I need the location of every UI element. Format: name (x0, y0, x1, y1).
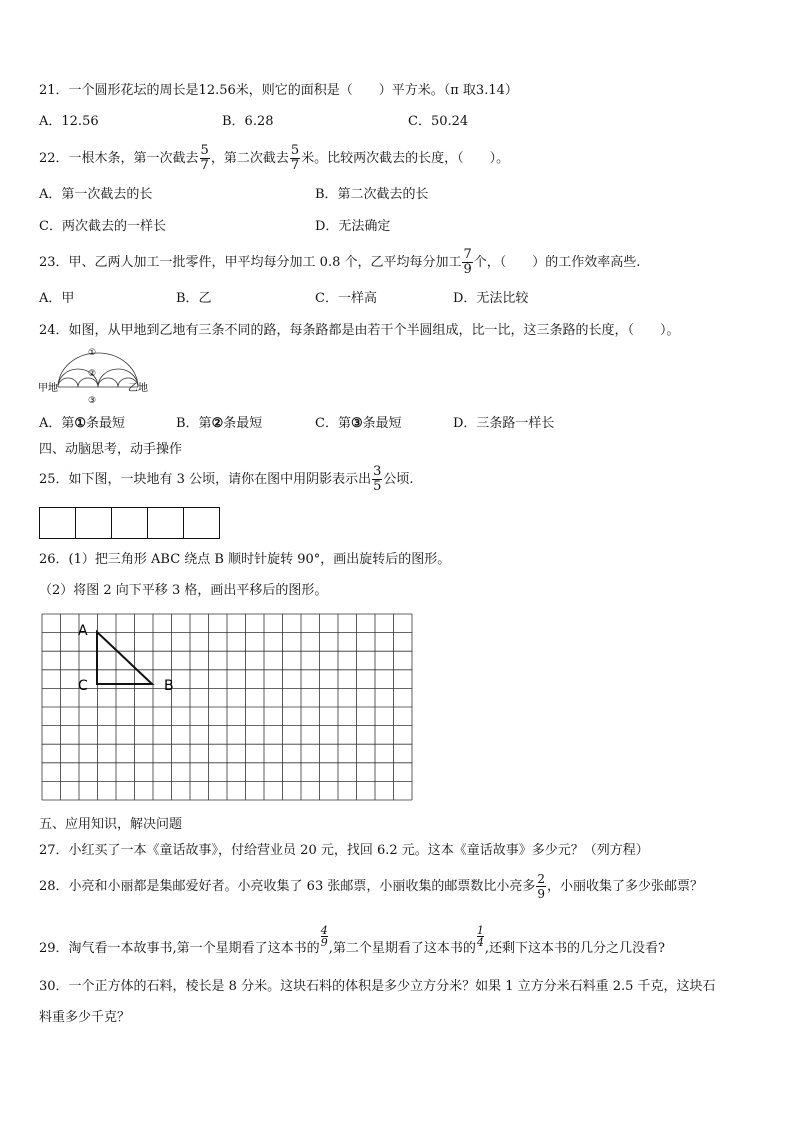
q25-stem (39, 465, 414, 495)
q22-option-d: D．无法确定 (315, 219, 391, 234)
q29-fraction-2-denominator: 4 (476, 936, 484, 949)
q24-label-route-2: ② (88, 369, 97, 379)
q25-land-cell[interactable] (75, 507, 111, 539)
q22-fraction-2-denominator: 7 (290, 158, 300, 173)
q29-fraction-2 (477, 925, 484, 948)
q25-land-cell[interactable] (183, 507, 220, 539)
q22-option-b: B．第二次截去的长 (315, 187, 429, 202)
q21-option-a: A．12.56 (39, 114, 99, 129)
q22-fraction-2 (290, 144, 300, 173)
q29-text-pre: 29．淘气看一本故事书,第一个星期看了这本书的 (39, 941, 320, 956)
q29-fraction-1 (321, 925, 328, 948)
q25-land-cell[interactable] (147, 507, 183, 539)
q23-option-b: B．乙 (176, 291, 212, 306)
q29-fraction-1-numerator: 4 (320, 924, 328, 937)
q28-text-post: ，小丽收集了多少张邮票？ (547, 879, 704, 894)
q23-option-a: A．甲 (39, 291, 75, 306)
q27-stem: 27．小红买了一本《童话故事》，付给营业员 20 元，找回 6.2 元。这本《童话故事》多少元？（列方程） (39, 843, 649, 858)
section-5-heading: 五、应用知识，解决问题 (39, 817, 183, 832)
q22-fraction-1-numerator: 5 (200, 143, 209, 158)
q28-fraction (536, 872, 546, 901)
q26-grid-figure (40, 612, 418, 806)
q22-option-a: A．第一次截去的长 (39, 187, 153, 202)
q22-text-mid: ，第二次截去 (210, 151, 289, 166)
q24-option-d: D．三条路一样长 (453, 416, 555, 431)
q26-triangle-abc (97, 632, 152, 684)
q21-option-c: C．50.24 (408, 114, 469, 129)
q24-option-c-pre: C．第 (315, 416, 351, 431)
q28-stem (39, 872, 703, 902)
q28-fraction-denominator: 9 (537, 887, 545, 901)
q29-text-post: ,还剩下这本书的几分之几没看? (484, 941, 665, 956)
q24-option-a (39, 415, 125, 433)
q24-route-3-arcs (58, 378, 138, 387)
q23-stem (39, 248, 640, 278)
q23-text-post: 个，（ ）的工作效率高些. (473, 255, 641, 270)
q24-route-1-arc (58, 353, 138, 387)
q30-stem-line-1: 30．一个正方体的石料，棱长是 8 分米。这块石料的体积是多少立方分米？如果 1 立方分米石料重 2.5 千克，这块石 (39, 979, 716, 994)
q28-fraction-numerator: 2 (537, 872, 545, 886)
q26-label-a: A (78, 623, 88, 639)
q24-option-b-pre: B．第 (176, 416, 212, 431)
q26-part-2: （2）将图 2 向下平移 3 格，画出平移后的图形。 (39, 583, 328, 598)
q24-option-b (176, 415, 262, 433)
q23-option-d: D．无法比较 (453, 291, 529, 306)
q22-stem (39, 144, 509, 174)
q24-option-c (315, 415, 402, 433)
q22-text-post: 米。比较两次截去的长度，（ ）。 (301, 151, 510, 166)
q22-option-c: C．两次截去的一样长 (39, 219, 166, 234)
q25-land-cell[interactable] (39, 507, 75, 539)
q25-text-post: 公顷. (383, 472, 414, 487)
q26-label-b: B (164, 678, 174, 694)
q29-text-mid: ,第二个星期看了这本书的 (328, 941, 476, 956)
q23-option-c: C．一样高 (315, 291, 377, 306)
section-4-heading: 四、动脑思考，动手操作 (39, 442, 183, 457)
q21-option-b: B．6.28 (222, 114, 274, 129)
q22-fraction-2-numerator: 5 (290, 143, 300, 158)
q29-fraction-2-numerator: 1 (476, 924, 484, 937)
q24-label-end: 乙地 (128, 383, 148, 394)
q24-label-route-1: ① (88, 348, 97, 358)
q25-fraction (372, 465, 382, 494)
q24-option-b-post: 条最短 (223, 416, 263, 431)
q21-stem: 21．一个圆形花坛的周长是12.56米，则它的面积是（ ）平方米。（π 取3.14） (39, 83, 518, 98)
q24-semicircle-figure (38, 345, 148, 407)
q22-fraction-1 (200, 144, 210, 173)
q23-fraction-denominator: 9 (463, 262, 472, 277)
q25-land-cell[interactable] (111, 507, 147, 539)
q24-stem: 24．如图，从甲地到乙地有三条不同的路，每条路都是由若干个半圆组成，比一比，这三条路的长度，（ ）。 (39, 323, 680, 338)
q29-stem (39, 924, 665, 964)
q23-fraction-numerator: 7 (463, 247, 472, 262)
q30-stem-line-2: 料重多少千克？ (39, 1010, 131, 1025)
q29-fraction-1-denominator: 9 (320, 936, 328, 949)
q25-land-strip (39, 507, 220, 539)
q28-text-pre: 28．小亮和小丽都是集邮爱好者。小亮收集了 63 张邮票，小丽收集的邮票数比小亮多 (39, 879, 536, 894)
q26-part-1: 26．(1）把三角形 ABC 绕点 B 顺时针旋转 90°，画出旋转后的图形。 (39, 552, 451, 567)
q22-text-pre: 22．一根木条，第一次截去 (39, 151, 199, 166)
q23-fraction (462, 248, 472, 277)
q26-label-c: C (78, 678, 88, 694)
q23-text-pre: 23．甲、乙两人加工一批零件，甲平均每分加工 0.8 个，乙平均每分加工 (39, 255, 462, 270)
q25-text-pre: 25．如下图，一块地有 3 公顷，请你在图中用阴影表示出 (39, 472, 372, 487)
q25-fraction-denominator: 5 (373, 479, 382, 494)
q24-option-c-post: 条最短 (362, 416, 402, 431)
q24-label-route-3: ③ (88, 396, 97, 406)
q24-option-a-pre: A．第 (39, 416, 75, 431)
q24-label-start: 甲地 (38, 383, 58, 394)
q24-option-a-number: ① (74, 416, 87, 431)
q22-fraction-1-denominator: 7 (200, 158, 209, 173)
q25-fraction-numerator: 3 (373, 464, 382, 479)
q24-option-a-post: 条最短 (86, 416, 126, 431)
q24-option-b-number: ② (211, 416, 224, 431)
q24-option-c-number: ③ (350, 416, 363, 431)
